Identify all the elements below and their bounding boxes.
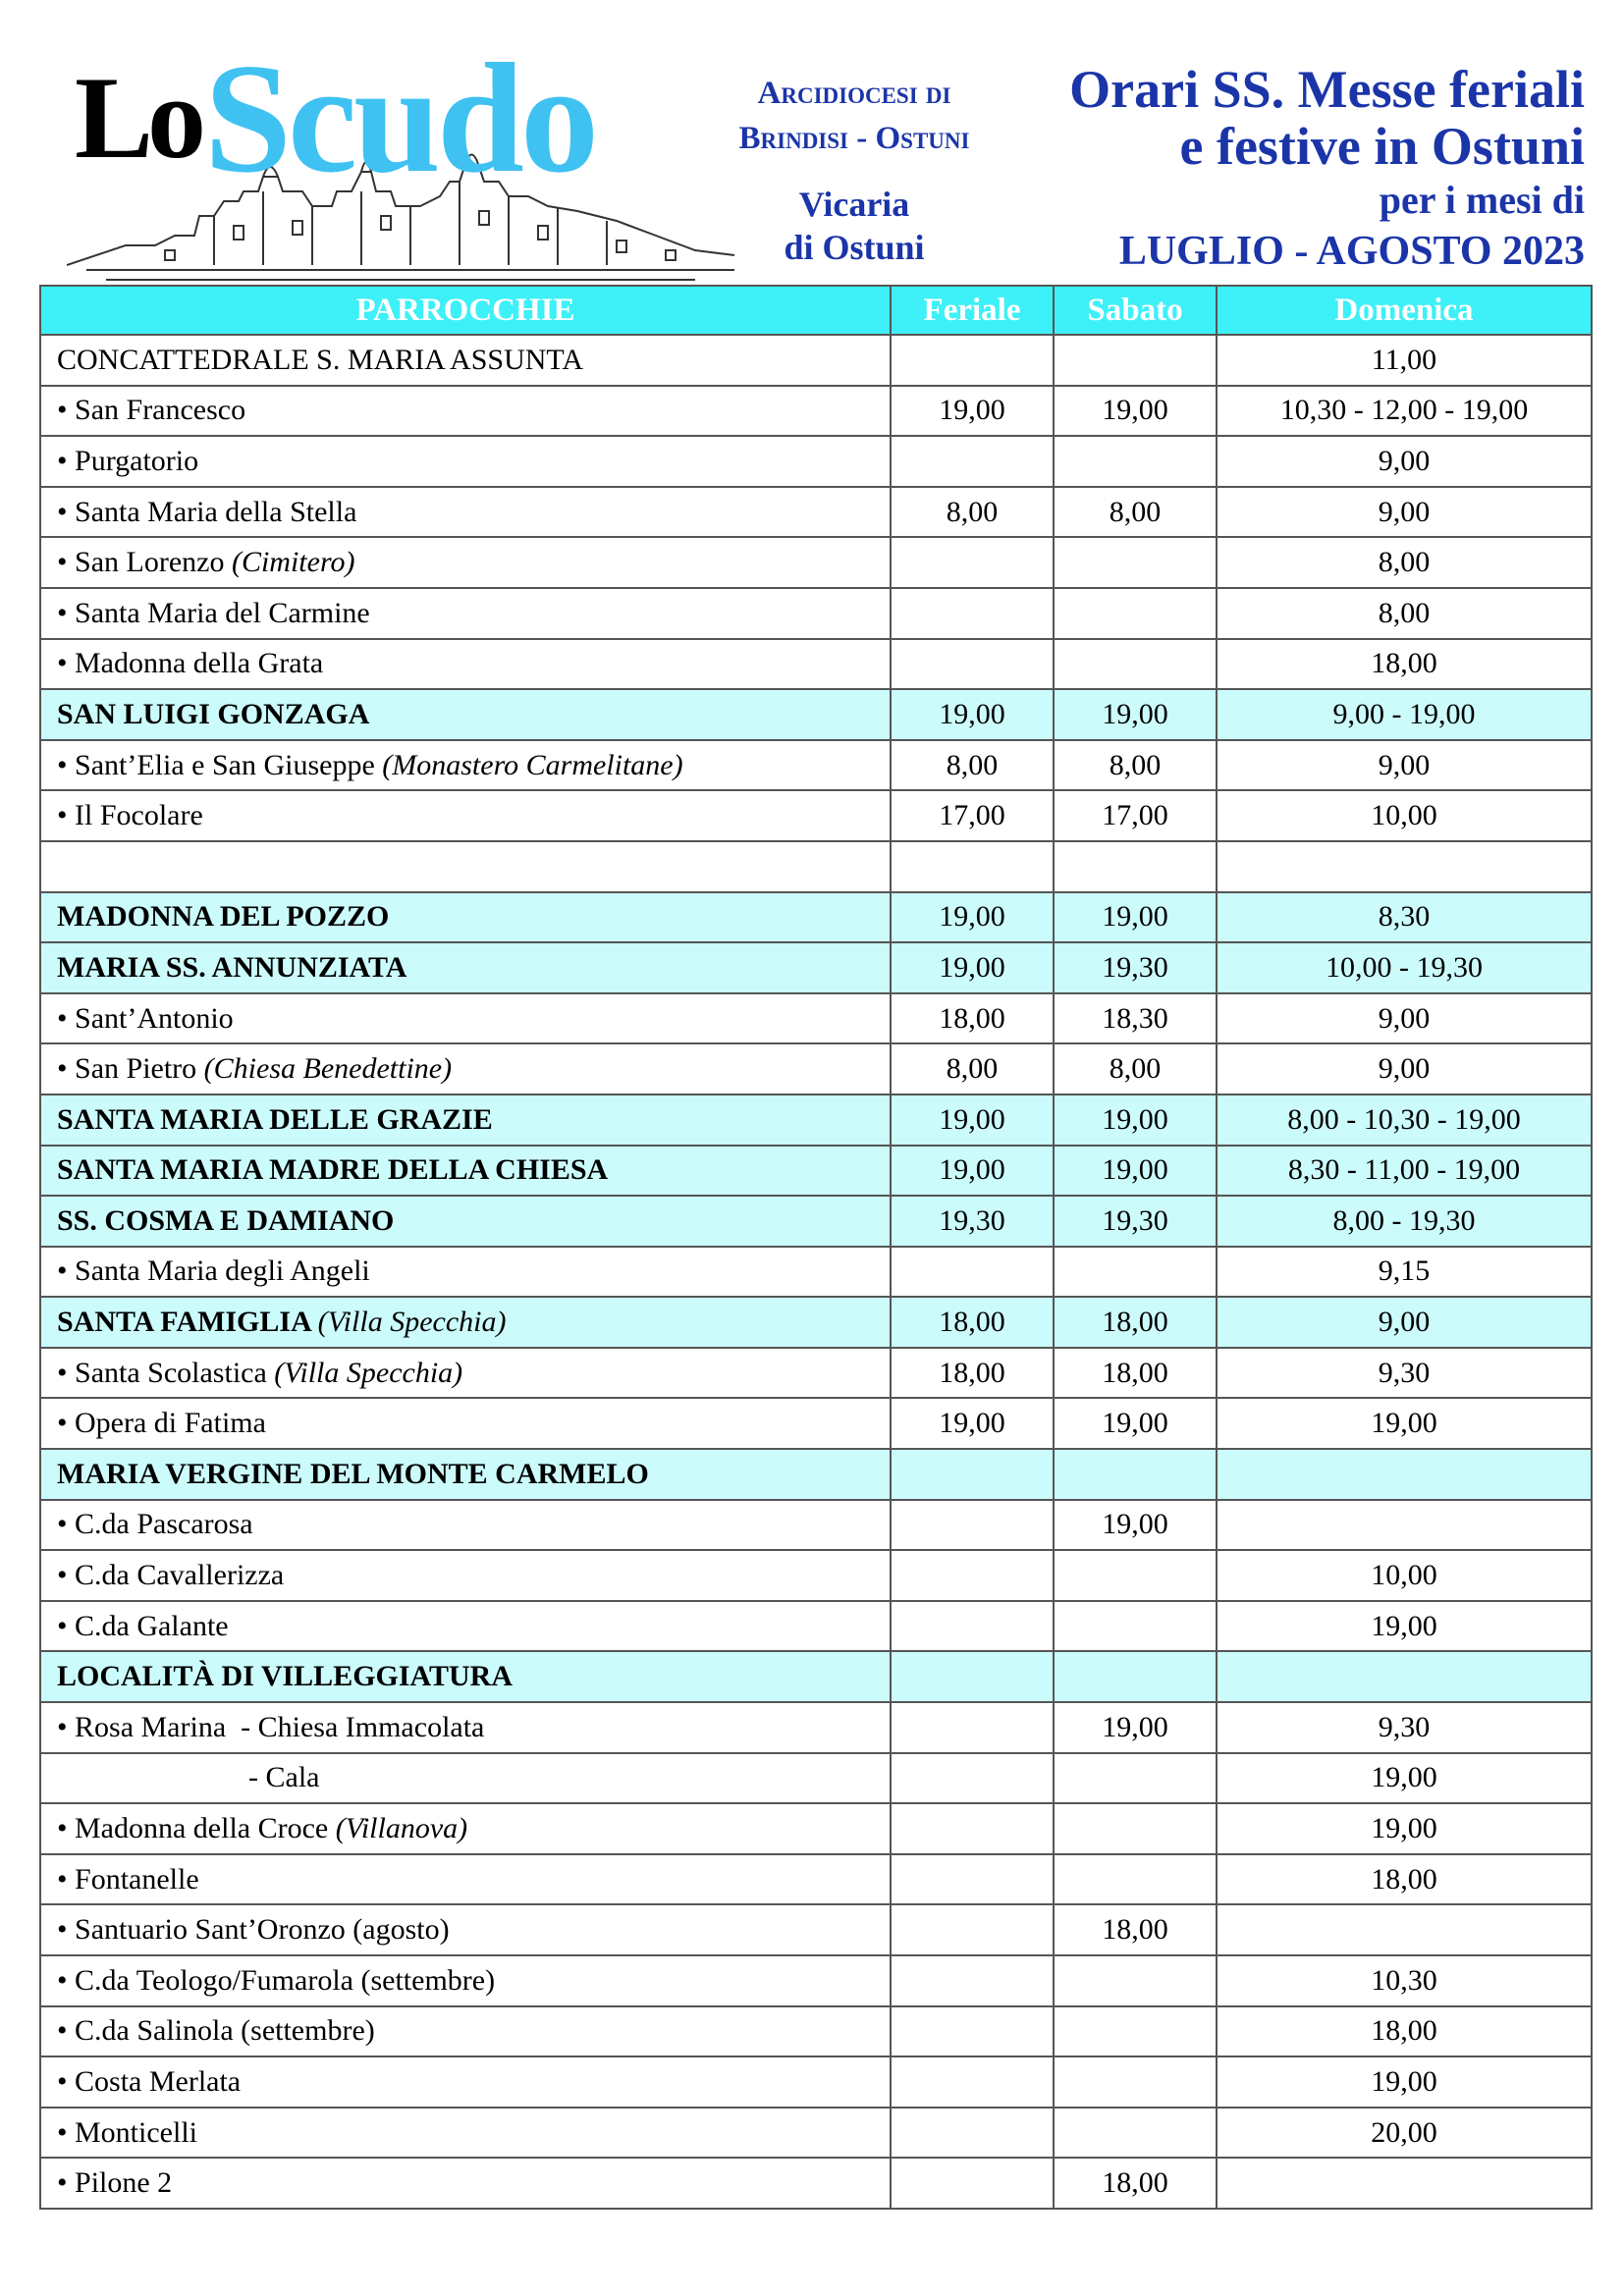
table-row <box>40 1904 1592 1955</box>
sabato-time-cell: 19,00 <box>1054 1702 1217 1753</box>
parish-name: LOCALITÀ DI VILLEGGIATURA <box>57 1660 513 1693</box>
sabato-time-cell: 19,30 <box>1054 942 1217 993</box>
table-row <box>40 1803 1592 1854</box>
archdiocese-line-2: Brindisi - Ostuni <box>738 121 970 156</box>
table-row <box>40 1651 1592 1702</box>
table-row <box>40 1753 1592 1804</box>
sabato-time-cell: 18,00 <box>1054 1904 1217 1955</box>
feriale-time-cell: 18,00 <box>891 1348 1054 1399</box>
domenica-time-cell: 8,30 <box>1217 892 1592 943</box>
parish-name: - Cala <box>57 1761 320 1794</box>
parish-name: • San Pietro <box>57 1052 204 1086</box>
domenica-time-cell <box>1217 1651 1592 1702</box>
table-row <box>40 1702 1592 1753</box>
domenica-time-cell: 18,00 <box>1217 1854 1592 1905</box>
table-row <box>40 1601 1592 1652</box>
parish-name-cell <box>40 942 891 993</box>
parish-name-cell <box>40 993 891 1044</box>
sabato-time-cell: 18,00 <box>1054 1348 1217 1399</box>
feriale-time-cell <box>891 1753 1054 1804</box>
domenica-time-cell: 19,00 <box>1217 1398 1592 1449</box>
table-row <box>40 639 1592 690</box>
archdiocese-line-1: Arcidiocesi di <box>757 76 951 111</box>
domenica-time-cell: 9,15 <box>1217 1247 1592 1298</box>
table-row <box>40 2056 1592 2108</box>
feriale-time-cell <box>891 335 1054 386</box>
domenica-time-cell: 9,00 <box>1217 740 1592 791</box>
sabato-time-cell <box>1054 1247 1217 1298</box>
table-row <box>40 1247 1592 1298</box>
parish-name-cell <box>40 537 891 588</box>
parish-name-cell <box>40 436 891 487</box>
table-row <box>40 537 1592 588</box>
parish-name: • Rosa Marina - Chiesa Immacolata <box>57 1710 485 1743</box>
parish-note: (Villanova) <box>335 1812 468 1845</box>
parish-name-cell <box>40 1803 891 1854</box>
parish-name: • C.da Pascarosa <box>57 1508 253 1541</box>
parish-name-cell <box>40 841 891 892</box>
sabato-time-cell <box>1054 1651 1217 1702</box>
feriale-time-cell <box>891 2108 1054 2159</box>
domenica-time-cell: 10,30 - 12,00 - 19,00 <box>1217 386 1592 437</box>
parish-name-cell <box>40 2056 891 2108</box>
parish-name: • Madonna della Croce <box>57 1812 336 1845</box>
title-line-2: e festive in Ostuni <box>1179 117 1585 176</box>
parish-name: SANTA FAMIGLIA <box>57 1306 318 1339</box>
sabato-time-cell: 8,00 <box>1054 740 1217 791</box>
domenica-time-cell: 9,30 <box>1217 1702 1592 1753</box>
parish-name-cell <box>40 1095 891 1146</box>
feriale-time-cell <box>891 1854 1054 1905</box>
table-row <box>40 1297 1592 1348</box>
domenica-time-cell: 9,00 <box>1217 436 1592 487</box>
feriale-time-cell <box>891 1550 1054 1601</box>
feriale-time-cell: 8,00 <box>891 740 1054 791</box>
parish-name-cell <box>40 588 891 639</box>
domenica-time-cell: 20,00 <box>1217 2108 1592 2159</box>
table-row <box>40 588 1592 639</box>
table-row <box>40 436 1592 487</box>
parish-name-cell <box>40 1651 891 1702</box>
feriale-time-cell: 19,30 <box>891 1196 1054 1247</box>
parish-name: MARIA VERGINE DEL MONTE CARMELO <box>57 1457 649 1490</box>
parish-name: • C.da Galante <box>57 1609 229 1642</box>
feriale-time-cell <box>891 1702 1054 1753</box>
feriale-time-cell: 19,00 <box>891 892 1054 943</box>
logo-lo-text: Lo <box>75 52 201 183</box>
table-row <box>40 1348 1592 1399</box>
domenica-time-cell: 8,00 - 19,30 <box>1217 1196 1592 1247</box>
table-row <box>40 1043 1592 1095</box>
feriale-time-cell: 8,00 <box>891 487 1054 538</box>
parish-name: • Monticelli <box>57 2115 197 2149</box>
title-line-3: per i mesi di <box>1379 178 1585 222</box>
parish-name: • Madonna della Grata <box>57 647 324 680</box>
parish-name-cell <box>40 335 891 386</box>
table-row <box>40 689 1592 740</box>
column-header-parrocchie: PARROCCHIE <box>40 286 891 335</box>
feriale-time-cell: 19,00 <box>891 689 1054 740</box>
parish-name-cell <box>40 1196 891 1247</box>
domenica-time-cell: 11,00 <box>1217 335 1592 386</box>
sabato-time-cell: 19,00 <box>1054 689 1217 740</box>
sabato-time-cell: 18,00 <box>1054 2158 1217 2209</box>
parish-name: • C.da Teologo/Fumarola (settembre) <box>57 1963 496 1997</box>
domenica-time-cell: 8,00 <box>1217 537 1592 588</box>
table-row <box>40 386 1592 437</box>
parish-name-cell <box>40 1904 891 1955</box>
domenica-time-cell: 18,00 <box>1217 639 1592 690</box>
parish-name-cell <box>40 2158 891 2209</box>
domenica-time-cell: 8,30 - 11,00 - 19,00 <box>1217 1146 1592 1197</box>
column-header-domenica: Domenica <box>1217 286 1592 335</box>
parish-name-cell <box>40 892 891 943</box>
domenica-time-cell: 9,00 <box>1217 1043 1592 1095</box>
logo-scudo-text: Scudo <box>204 30 595 205</box>
feriale-time-cell: 19,00 <box>891 942 1054 993</box>
parish-name: MARIA SS. ANNUNZIATA <box>57 950 407 984</box>
feriale-time-cell: 19,00 <box>891 1095 1054 1146</box>
table-row <box>40 1095 1592 1146</box>
sabato-time-cell <box>1054 639 1217 690</box>
sabato-time-cell <box>1054 1753 1217 1804</box>
domenica-time-cell: 9,00 <box>1217 1297 1592 1348</box>
table-row <box>40 1854 1592 1905</box>
table-row <box>40 1550 1592 1601</box>
feriale-time-cell: 8,00 <box>891 1043 1054 1095</box>
parish-note: (Villa Specchia) <box>274 1356 463 1389</box>
parish-name-cell <box>40 1146 891 1197</box>
table-header-row <box>40 286 1592 335</box>
table-row <box>40 942 1592 993</box>
vicaria-line-1: Vicaria <box>798 185 910 224</box>
parish-name: • Opera di Fatima <box>57 1407 266 1440</box>
parish-name: • C.da Cavallerizza <box>57 1559 285 1592</box>
domenica-time-cell: 9,30 <box>1217 1348 1592 1399</box>
parish-name: SS. COSMA E DAMIANO <box>57 1203 395 1237</box>
feriale-time-cell <box>891 1500 1054 1551</box>
column-header-sabato: Sabato <box>1054 286 1217 335</box>
table-row <box>40 1955 1592 2006</box>
parish-name: • Santa Maria degli Angeli <box>57 1255 370 1288</box>
table-row <box>40 841 1592 892</box>
sabato-time-cell <box>1054 1449 1217 1500</box>
feriale-time-cell <box>891 537 1054 588</box>
parish-name: • Santa Maria della Stella <box>57 495 357 528</box>
feriale-time-cell <box>891 841 1054 892</box>
domenica-time-cell <box>1217 1500 1592 1551</box>
domenica-time-cell: 9,00 <box>1217 487 1592 538</box>
feriale-time-cell <box>891 588 1054 639</box>
domenica-time-cell <box>1217 1904 1592 1955</box>
parish-name-cell <box>40 2108 891 2159</box>
feriale-time-cell: 19,00 <box>891 1398 1054 1449</box>
sabato-time-cell <box>1054 841 1217 892</box>
page-title <box>956 61 1585 277</box>
feriale-time-cell: 17,00 <box>891 790 1054 841</box>
parish-name-cell <box>40 740 891 791</box>
parish-name: • Santuario Sant’Oronzo (agosto) <box>57 1913 450 1947</box>
feriale-time-cell <box>891 1803 1054 1854</box>
sabato-time-cell: 19,00 <box>1054 1095 1217 1146</box>
table-row <box>40 993 1592 1044</box>
parish-name-cell <box>40 689 891 740</box>
parish-name-cell <box>40 1247 891 1298</box>
domenica-time-cell: 9,00 <box>1217 993 1592 1044</box>
feriale-time-cell <box>891 1449 1054 1500</box>
lo-scudo-logo <box>67 30 734 275</box>
parish-name-cell <box>40 1043 891 1095</box>
sabato-time-cell: 19,00 <box>1054 1500 1217 1551</box>
table-row <box>40 487 1592 538</box>
sabato-time-cell: 19,30 <box>1054 1196 1217 1247</box>
sabato-time-cell: 18,00 <box>1054 1297 1217 1348</box>
parish-name-cell <box>40 2006 891 2057</box>
parish-note: (Monastero Carmelitane) <box>382 748 683 781</box>
parish-name-cell <box>40 1702 891 1753</box>
sabato-time-cell <box>1054 2006 1217 2057</box>
parish-name: MADONNA DEL POZZO <box>57 900 390 934</box>
parish-name: • Sant’Antonio <box>57 1001 234 1035</box>
parish-name-cell <box>40 1398 891 1449</box>
domenica-time-cell <box>1217 1449 1592 1500</box>
sabato-time-cell <box>1054 1601 1217 1652</box>
sabato-time-cell <box>1054 1550 1217 1601</box>
table-row <box>40 1146 1592 1197</box>
table-row <box>40 335 1592 386</box>
parish-note: (Chiesa Benedettine) <box>203 1052 453 1086</box>
sabato-time-cell <box>1054 537 1217 588</box>
sabato-time-cell: 19,00 <box>1054 1398 1217 1449</box>
parish-note: (Cimitero) <box>231 546 355 579</box>
feriale-time-cell <box>891 436 1054 487</box>
table-row <box>40 2158 1592 2209</box>
domenica-time-cell: 10,00 - 19,30 <box>1217 942 1592 993</box>
domenica-time-cell <box>1217 2158 1592 2209</box>
column-header-feriale: Feriale <box>891 286 1054 335</box>
feriale-time-cell <box>891 1601 1054 1652</box>
sabato-time-cell: 18,30 <box>1054 993 1217 1044</box>
parish-name: SAN LUIGI GONZAGA <box>57 697 370 730</box>
parish-name-cell <box>40 1348 891 1399</box>
sabato-time-cell <box>1054 335 1217 386</box>
domenica-time-cell: 19,00 <box>1217 1803 1592 1854</box>
feriale-time-cell <box>891 2006 1054 2057</box>
domenica-time-cell: 10,30 <box>1217 1955 1592 2006</box>
table-row <box>40 2006 1592 2057</box>
sabato-time-cell: 19,00 <box>1054 892 1217 943</box>
parish-note: (Villa Specchia) <box>317 1306 507 1339</box>
parish-name-cell <box>40 1550 891 1601</box>
parish-name-cell <box>40 386 891 437</box>
table-row <box>40 1196 1592 1247</box>
parish-name-cell <box>40 1753 891 1804</box>
parish-name-cell <box>40 1297 891 1348</box>
parish-name-cell <box>40 790 891 841</box>
domenica-time-cell: 8,00 - 10,30 - 19,00 <box>1217 1095 1592 1146</box>
parish-name-cell <box>40 1955 891 2006</box>
sabato-time-cell: 8,00 <box>1054 1043 1217 1095</box>
vicaria-label <box>746 183 962 269</box>
parish-name-cell <box>40 1854 891 1905</box>
parish-name: • Purgatorio <box>57 444 199 477</box>
domenica-time-cell: 19,00 <box>1217 1601 1592 1652</box>
parish-name: SANTA MARIA DELLE GRAZIE <box>57 1102 493 1136</box>
feriale-time-cell: 19,00 <box>891 386 1054 437</box>
parish-name: SANTA MARIA MADRE DELLA CHIESA <box>57 1153 609 1187</box>
sabato-time-cell <box>1054 2108 1217 2159</box>
domenica-time-cell: 18,00 <box>1217 2006 1592 2057</box>
feriale-time-cell <box>891 2158 1054 2209</box>
table-row <box>40 790 1592 841</box>
feriale-time-cell <box>891 1955 1054 2006</box>
table-row <box>40 1398 1592 1449</box>
parish-name-cell <box>40 639 891 690</box>
table-row <box>40 1500 1592 1551</box>
table-row <box>40 1449 1592 1500</box>
parish-name: • San Lorenzo <box>57 546 232 579</box>
domenica-time-cell: 10,00 <box>1217 1550 1592 1601</box>
parish-name: • Il Focolare <box>57 799 203 832</box>
parish-name: • Sant’Elia e San Giuseppe <box>57 748 383 781</box>
parish-name-cell <box>40 1449 891 1500</box>
parish-name-cell <box>40 1601 891 1652</box>
sabato-time-cell <box>1054 2056 1217 2108</box>
parish-name-cell <box>40 487 891 538</box>
parish-name: • C.da Salinola (settembre) <box>57 2014 375 2048</box>
sabato-time-cell: 8,00 <box>1054 487 1217 538</box>
table-row <box>40 740 1592 791</box>
mass-schedule-table <box>39 285 1593 2210</box>
parish-name: CONCATTEDRALE S. MARIA ASSUNTA <box>57 343 583 376</box>
sabato-time-cell <box>1054 588 1217 639</box>
table-body <box>40 335 1592 2209</box>
parish-name: • Costa Merlata <box>57 2064 242 2098</box>
parish-name: • Santa Maria del Carmine <box>57 596 370 629</box>
feriale-time-cell <box>891 2056 1054 2108</box>
sabato-time-cell <box>1054 1803 1217 1854</box>
domenica-time-cell: 10,00 <box>1217 790 1592 841</box>
domenica-time-cell: 19,00 <box>1217 1753 1592 1804</box>
feriale-time-cell: 18,00 <box>891 993 1054 1044</box>
sabato-time-cell: 19,00 <box>1054 386 1217 437</box>
feriale-time-cell <box>891 1904 1054 1955</box>
title-line-1: Orari SS. Messe feriali <box>1069 60 1585 119</box>
domenica-time-cell: 19,00 <box>1217 2056 1592 2108</box>
feriale-time-cell <box>891 639 1054 690</box>
sabato-time-cell <box>1054 1955 1217 2006</box>
sabato-time-cell <box>1054 1854 1217 1905</box>
feriale-time-cell: 18,00 <box>891 1297 1054 1348</box>
sabato-time-cell <box>1054 436 1217 487</box>
parish-name: • Fontanelle <box>57 1862 199 1896</box>
feriale-time-cell: 19,00 <box>891 1146 1054 1197</box>
sabato-time-cell: 19,00 <box>1054 1146 1217 1197</box>
parish-name: • San Francesco <box>57 394 246 427</box>
sabato-time-cell: 17,00 <box>1054 790 1217 841</box>
feriale-time-cell <box>891 1247 1054 1298</box>
title-line-4: LUGLIO - AGOSTO 2023 <box>1118 229 1585 274</box>
vicaria-line-2: di Ostuni <box>784 228 925 267</box>
domenica-time-cell <box>1217 841 1592 892</box>
domenica-time-cell: 9,00 - 19,00 <box>1217 689 1592 740</box>
feriale-time-cell <box>891 1651 1054 1702</box>
parish-name-cell <box>40 1500 891 1551</box>
domenica-time-cell: 8,00 <box>1217 588 1592 639</box>
parish-name: • Pilone 2 <box>57 2166 173 2200</box>
table-row <box>40 2108 1592 2159</box>
table-row <box>40 892 1592 943</box>
parish-name: • Santa Scolastica <box>57 1356 275 1389</box>
